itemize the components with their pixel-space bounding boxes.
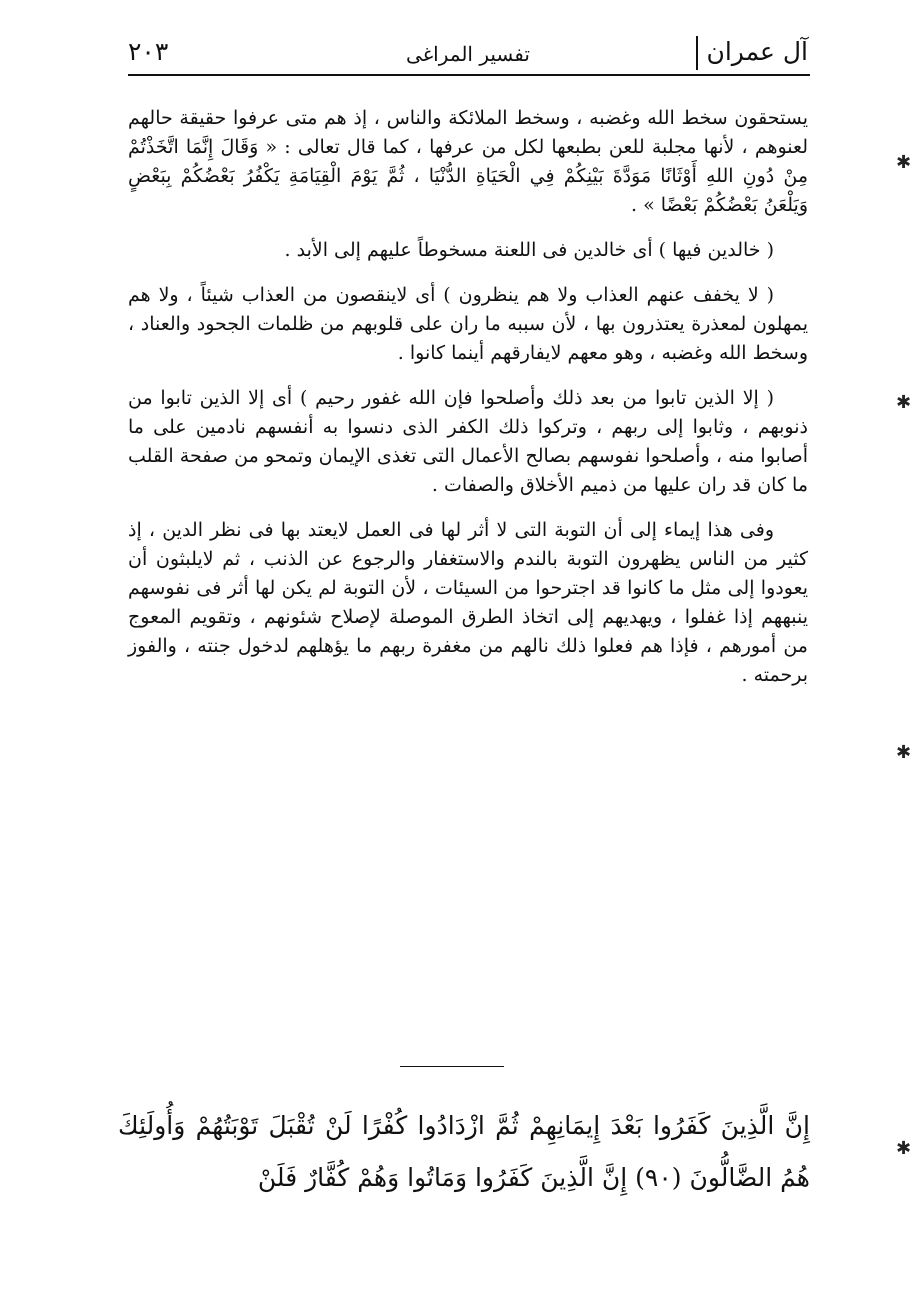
book-title: تفسير المراغى [406, 42, 530, 66]
paragraph-4: ( إلا الذين تابوا من بعد ذلك وأصلحوا فإن الله غفور رحيم ) أى إلا الذين تابوا من ذنوبهم ، وثابوا إلى ربهم ، وتركوا ذلك الكفر الذى دنسوا به أنفسهم نادمين على ما أصابوا منه ، وأصلحوا نفوسهم بصالح الأعمال التى تغذى الإيمان وتمحو من صفحة القلب ما كان قد ران عليها من ذميم الأخلاق والصفات . [128, 387, 808, 496]
section-divider [400, 1066, 504, 1067]
margin-mark: ✱ [896, 392, 912, 413]
margin-mark: ✱ [896, 742, 912, 763]
page-number: ٢٠٣ [128, 37, 169, 66]
paragraph-5: وفى هذا إيماء إلى أن التوبة التى لا أثر لها فى العمل لايعتد بها فى نظر الدين ، إذ كثير من الناس يظهرون التوبة بالندم والاستغفار والرجوع عن الذنب ، ثم لايلبثون أن يعودوا إلى مثل ما كانوا قد اجترحوا من السيئات ، لأن التوبة لم يكن لها أثر فى نفوسهم ينبههم إذا غفلوا ، ويهديهم إلى اتخاذ الطرق الموصلة لإصلاح شئونهم ، وتقويم المعوج من أمورهم ، فإذا هم فعلوا ذلك نالهم من مغفرة ربهم ما يؤهلهم لدخول جنته ، والفوز برحمته . [128, 519, 808, 686]
commentary-text [128, 104, 808, 706]
surah-name: آل عمران [696, 36, 808, 70]
header-rule [128, 74, 810, 76]
paragraph-2: ( خالدين فيها ) أى خالدين فى اللعنة مسخوطاً عليهم إلى الأبد . [284, 239, 774, 261]
quran-verse: إِنَّ الَّذِينَ كَفَرُوا بَعْدَ إِيمَانِهِمْ ثُمَّ ازْدَادُوا كُفْرًا لَنْ تُقْبَلَ تَوْبَتُهُمْ وَأُولَئِكَ هُمُ الضَّالُّونَ (٩٠) إِنَّ الَّذِينَ كَفَرُوا وَمَاتُوا وَهُمْ كُفَّارٌ فَلَنْ [118, 1111, 810, 1192]
margin-mark: ✱ [896, 1138, 912, 1159]
margin-mark: ✱ [896, 152, 912, 173]
paragraph-3: ( لا يخفف عنهم العذاب ولا هم ينظرون ) أى لاينقصون من العذاب شيئاً ، ولا هم يمهلون لمعذرة يعتذرون بها ، لأن سببه ما ران على قلوبهم من ظلمات الجحود والعناد ، وسخط الله وغضبه ، وهو معهم لايفارقهم أينما كانوا . [128, 284, 808, 364]
paragraph-1: يستحقون سخط الله وغضبه ، وسخط الملائكة والناس ، إذ هم متى عرفوا حقيقة حالهم لعنوهم ، لأنها مجلبة للعن بطبعها لكل من عرفها ، كما قال تعالى : « وَقَالَ إِنَّمَا اتَّخَذْتُمْ مِنْ دُونِ اللهِ أَوْثَانًا مَوَدَّةَ بَيْنِكُمْ فِي الْحَيَاةِ الدُّنْيَا ، ثُمَّ يَوْمَ الْقِيَامَةِ يَكْفُرُ بَعْضُكُمْ بِبَعْضٍ وَيَلْعَنُ بَعْضُكُمْ بَعْضًا » . [128, 107, 808, 216]
